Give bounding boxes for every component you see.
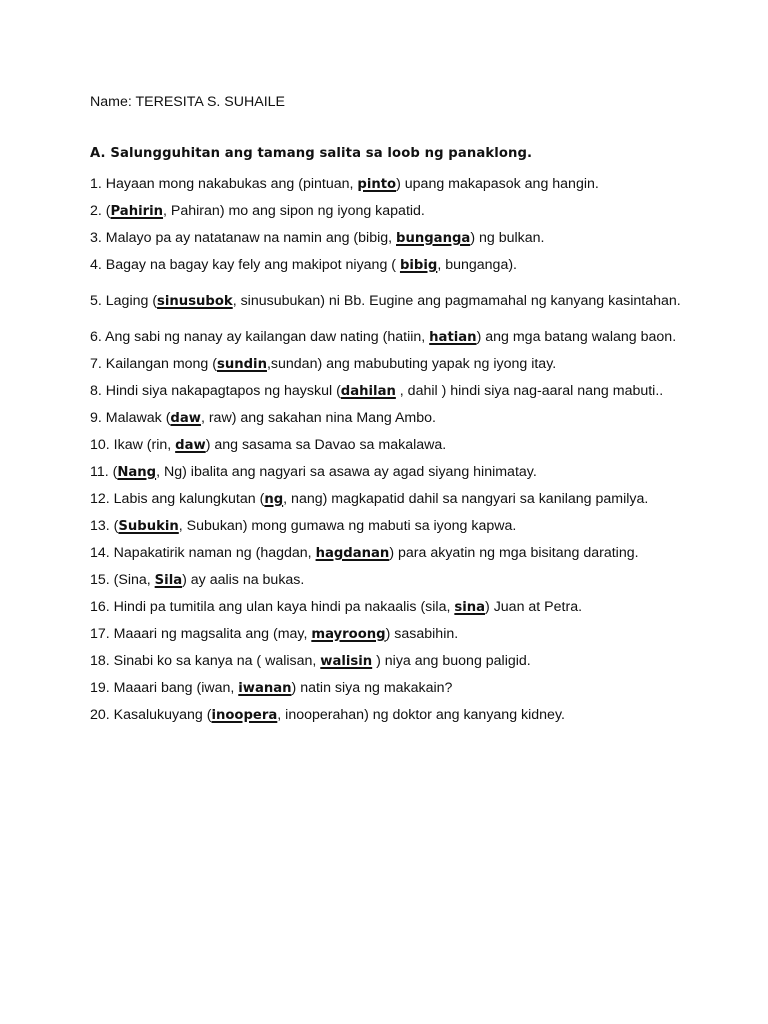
underlined-answer: iwanan (238, 681, 292, 696)
question-item-14 (90, 540, 710, 567)
question-text: 3. Malayo pa ay natatanaw na namin ang (bibig, (90, 230, 397, 246)
question-item-10 (90, 432, 710, 459)
question-text: , sinusubukan) ni Bb. Eugine ang pagmamahal ng kanyang kasintahan. (232, 293, 681, 309)
question-text: ) ang sasama sa Davao sa makalawa. (205, 437, 447, 453)
question-text: 11. ( (90, 464, 118, 480)
question-item-2 (90, 198, 710, 225)
question-text: ) sasabihin. (385, 626, 459, 642)
underlined-answer: Nang (117, 465, 157, 480)
underlined-answer: Sila (154, 573, 183, 588)
underlined-answer: sina (454, 600, 486, 615)
question-text: 20. Kasalukuyang ( (90, 707, 212, 723)
question-text: 5. Laging ( (90, 293, 158, 309)
underlined-answer: pinto (357, 177, 397, 192)
underlined-answer: ng (264, 492, 284, 507)
question-item-17 (90, 621, 710, 648)
question-item-12 (90, 486, 710, 513)
question-item-9 (90, 405, 710, 432)
question-item-5 (90, 288, 710, 315)
underlined-answer: bibig (399, 258, 438, 273)
question-item-19 (90, 675, 710, 702)
question-text: ) ay aalis na bukas. (182, 572, 305, 588)
question-text: 7. Kailangan mong ( (90, 356, 217, 372)
question-text: 1. Hayaan mong nakabukas ang (pintuan, (90, 176, 358, 192)
question-item-8 (90, 378, 710, 405)
underlined-answer: sinusubok (157, 294, 233, 309)
question-item-18 (90, 648, 710, 675)
underlined-answer: dahilan (340, 384, 396, 399)
question-text: 19. Maaari bang (iwan, (90, 680, 239, 696)
question-text: ) niya ang buong paligid. (372, 653, 531, 669)
question-text: ) Juan at Petra. (485, 599, 583, 615)
question-text: ) ng bulkan. (470, 230, 545, 246)
question-text: , dahil ) hindi siya nag-aaral nang mabuti.. (395, 383, 664, 399)
question-text: 18. Sinabi ko sa kanya na ( walisan, (90, 653, 321, 669)
question-text: , raw) ang sakahan nina Mang Ambo. (200, 410, 436, 426)
document-page (90, 92, 710, 729)
question-text: 16. Hindi pa tumitila ang ulan kaya hindi pa nakaalis (sila, (90, 599, 455, 615)
question-text: 12. Labis ang kalungkutan ( (90, 491, 265, 507)
question-text: , Pahiran) mo ang sipon ng iyong kapatid. (163, 203, 425, 219)
underlined-answer: hagdanan (315, 546, 390, 561)
question-text: 4. Bagay na bagay kay fely ang makipot niyang ( (90, 257, 400, 273)
question-text: , Subukan) mong gumawa ng mabuti sa iyong kapwa. (178, 518, 517, 534)
question-text: 15. (Sina, (90, 572, 155, 588)
question-item-15 (90, 567, 710, 594)
underlined-answer: bunganga (396, 231, 471, 246)
question-text: 9. Malawak ( (90, 410, 171, 426)
question-text: 10. Ikaw (rin, (90, 437, 176, 453)
question-text: ) para akyatin ng mga bisitang darating. (389, 545, 639, 561)
question-text: , inooperahan) ng doktor ang kanyang kidney. (277, 707, 565, 723)
question-text: 17. Maaari ng magsalita ang (may, (90, 626, 312, 642)
underlined-answer: sundin (216, 357, 267, 372)
question-item-16 (90, 594, 710, 621)
question-item-4 (90, 252, 710, 279)
question-text: ) upang makapasok ang hangin. (396, 176, 599, 192)
question-text: 13. ( (90, 518, 119, 534)
student-name-line: Name: TERESITA S. SUHAILE (90, 94, 286, 110)
question-item-13 (90, 513, 710, 540)
question-item-11 (90, 459, 710, 486)
question-list (90, 171, 710, 729)
question-text: ) natin siya ng makakain? (291, 680, 453, 696)
question-item-6 (90, 324, 710, 351)
question-text: , bunganga). (437, 257, 518, 273)
question-text: , Ng) ibalita ang nagyari sa asawa ay agad siyang hinimatay. (156, 464, 537, 480)
question-text: 14. Napakatirik naman ng (hagdan, (90, 545, 316, 561)
underlined-answer: hatian (429, 330, 477, 345)
question-text: 8. Hindi siya nakapagtapos ng hayskul ( (90, 383, 341, 399)
underlined-answer: inoopera (211, 708, 278, 723)
section-heading: A. Salungguhitan ang tamang salita sa loob ng panaklong. (90, 146, 533, 161)
question-item-7 (90, 351, 710, 378)
question-item-1 (90, 171, 710, 198)
underlined-answer: walisin (320, 654, 373, 669)
question-item-20 (90, 702, 710, 729)
question-text: ) ang mga batang walang baon. (476, 329, 677, 345)
underlined-answer: daw (175, 438, 206, 453)
question-item-3 (90, 225, 710, 252)
question-text: 6. Ang sabi ng nanay ay kailangan daw nating (hatiin, (90, 329, 430, 345)
question-text: 2. ( (90, 203, 111, 219)
underlined-answer: daw (170, 411, 201, 426)
question-text: ,sundan) ang mabubuting yapak ng iyong itay. (266, 356, 557, 372)
underlined-answer: mayroong (311, 627, 386, 642)
underlined-answer: Subukin (118, 519, 179, 534)
question-text: , nang) magkapatid dahil sa nangyari sa kanilang pamilya. (283, 491, 649, 507)
underlined-answer: Pahirin (110, 204, 164, 219)
